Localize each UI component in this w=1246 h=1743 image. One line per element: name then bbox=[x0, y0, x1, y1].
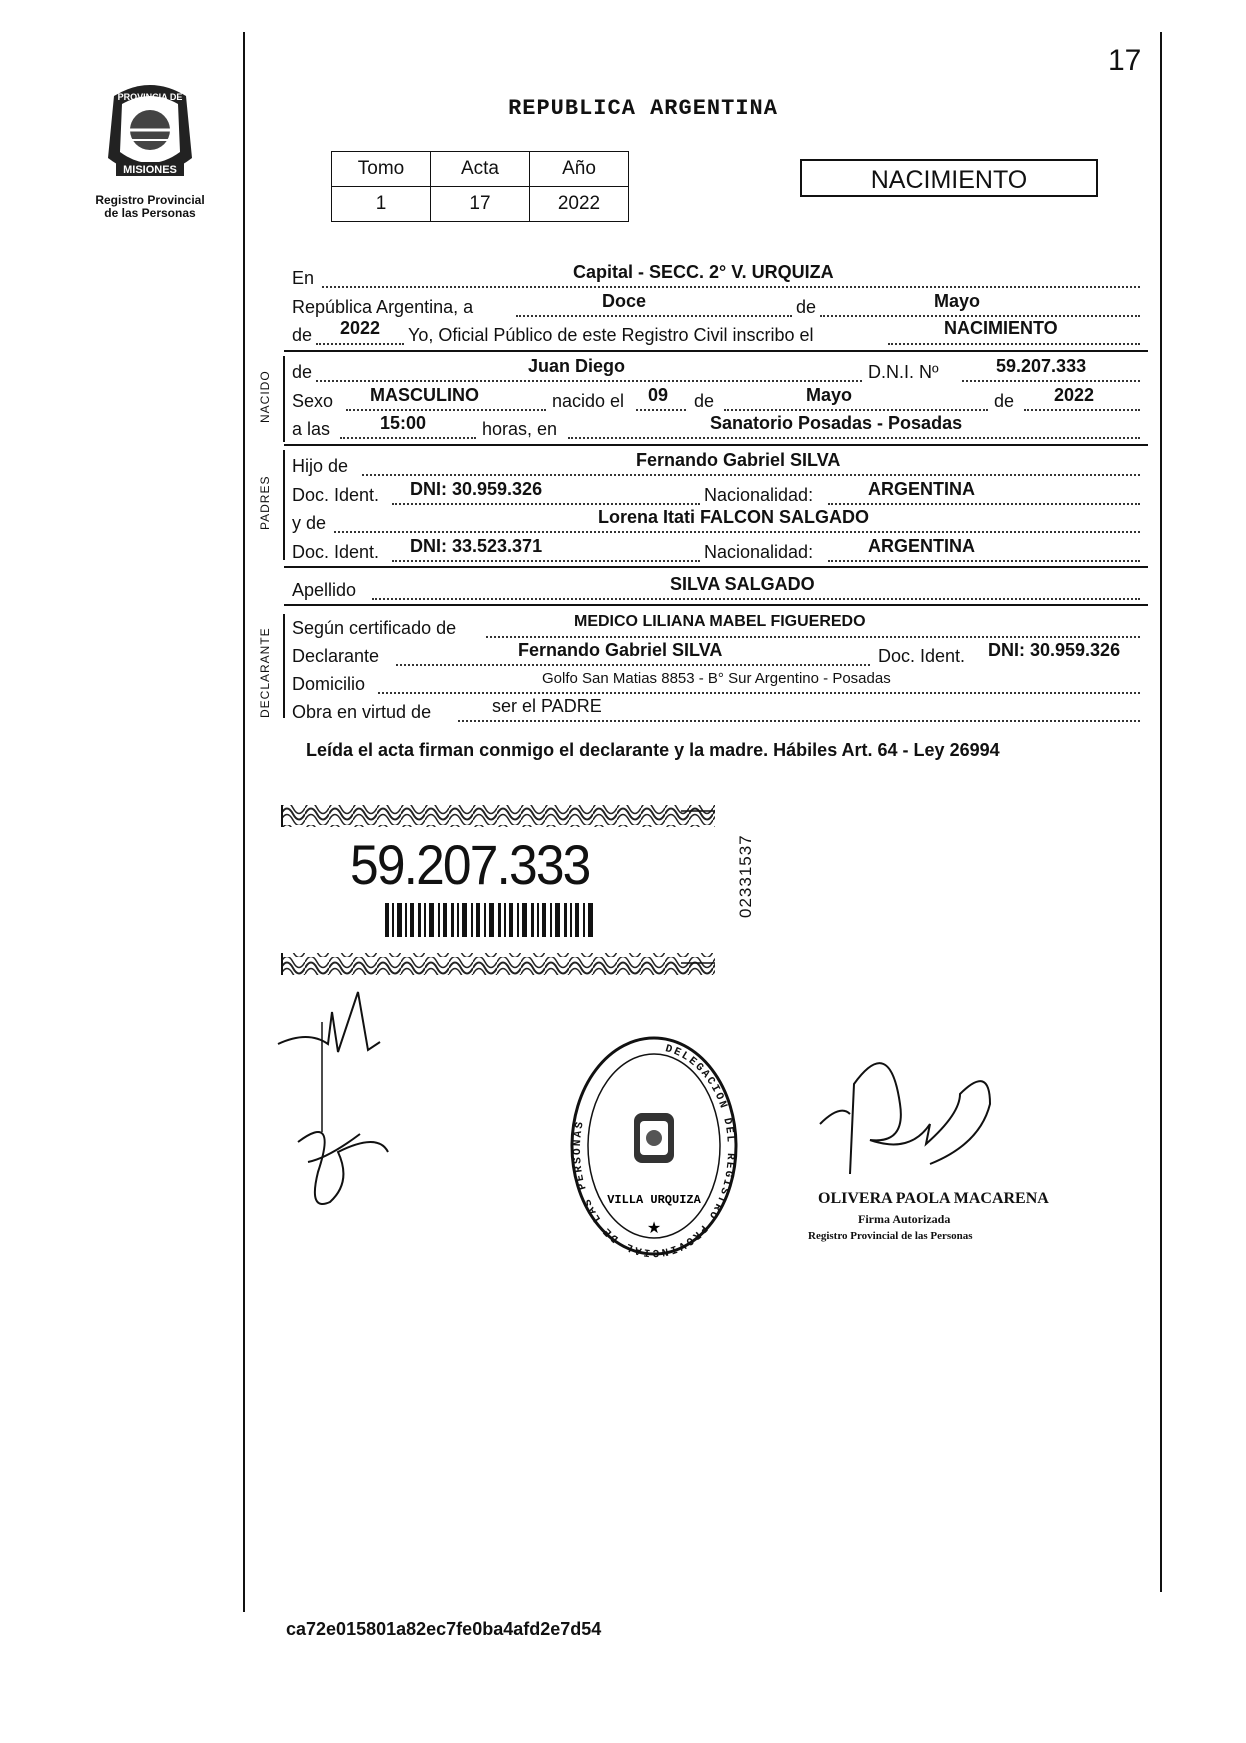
acta-header: Acta bbox=[431, 152, 530, 187]
nac-anio-dots bbox=[1024, 409, 1140, 411]
padre-nac-dots bbox=[828, 503, 1140, 505]
madre-doc-value: DNI: 33.523.371 bbox=[410, 536, 543, 556]
madre-value: Lorena Itati FALCON SALGADO bbox=[598, 507, 870, 527]
right-margin-line bbox=[1160, 32, 1162, 1592]
svg-text:PROVINCIA DE: PROVINCIA DE bbox=[117, 92, 183, 102]
madre-nac-value: ARGENTINA bbox=[868, 536, 975, 556]
official-signature bbox=[810, 1044, 1030, 1194]
separator-3 bbox=[284, 566, 1148, 568]
nac-dia-value: 09 bbox=[648, 385, 669, 405]
hora-value: 15:00 bbox=[380, 413, 427, 433]
logo-line2: de las Personas bbox=[104, 206, 196, 220]
nac-mes-dots bbox=[724, 409, 988, 411]
nacionalidad2-label: Nacionalidad: bbox=[704, 542, 814, 562]
acta-value: 17 bbox=[431, 187, 530, 222]
certificado-value: MEDICO LILIANA MABEL FIGUEREDO bbox=[574, 613, 866, 630]
domicilio-label: Domicilio bbox=[292, 674, 366, 694]
obra-dots bbox=[458, 720, 1140, 722]
dia-value: Doce bbox=[602, 291, 647, 311]
nacido-de-label: de bbox=[292, 362, 313, 382]
republica-label: República Argentina, a bbox=[292, 297, 474, 317]
sexo-value: MASCULINO bbox=[370, 385, 479, 405]
de-label: de bbox=[796, 297, 817, 317]
record-type-box: NACIMIENTO bbox=[800, 159, 1098, 197]
declarante-value: Fernando Gabriel SILVA bbox=[518, 640, 723, 660]
hora-dots bbox=[340, 437, 476, 439]
horas-en-label: horas, en bbox=[482, 419, 558, 439]
domicilio-dots bbox=[378, 692, 1140, 694]
dni-label: D.N.I. Nº bbox=[868, 362, 939, 382]
document-title: REPUBLICA ARGENTINA bbox=[508, 96, 778, 121]
apellido-value: SILVA SALGADO bbox=[670, 574, 815, 594]
nac-mes-value: Mayo bbox=[806, 385, 853, 405]
certificado-label: Según certificado de bbox=[292, 618, 457, 638]
nacido-bracket bbox=[283, 356, 285, 442]
separator-1 bbox=[284, 350, 1148, 352]
record-table bbox=[331, 151, 629, 222]
dni-sticker-number: 59.207.333 bbox=[350, 833, 590, 896]
certificado-dots bbox=[486, 636, 1140, 638]
separator-4 bbox=[284, 604, 1148, 606]
provincia-misiones-seal-icon bbox=[94, 78, 206, 190]
obra-label: Obra en virtud de bbox=[292, 702, 432, 722]
stamp-ring-text: DELEGACION DEL REGISTRO PROVINCIAL DE LAS PERSONAS bbox=[571, 1043, 736, 1259]
nac-de2-label: de bbox=[994, 391, 1015, 411]
nac-dia-dots bbox=[636, 409, 686, 411]
dni-dots bbox=[962, 380, 1140, 382]
nac-anio-value: 2022 bbox=[1054, 385, 1095, 405]
en-label: En bbox=[292, 268, 315, 288]
svg-text:MISIONES: MISIONES bbox=[123, 164, 177, 176]
yo-text: Yo, Oficial Público de este Registro Civil inscribo el bbox=[408, 325, 814, 345]
padre-doc-value: DNI: 30.959.326 bbox=[410, 479, 543, 499]
en-dots bbox=[322, 286, 1140, 288]
mes-dots bbox=[820, 315, 1140, 317]
nombre-dots bbox=[316, 380, 862, 382]
nacionalidad-label: Nacionalidad: bbox=[704, 485, 814, 505]
padre-nac-value: ARGENTINA bbox=[868, 479, 975, 499]
nacido-side-label: NACIDO bbox=[258, 370, 272, 423]
official-role: Firma Autorizada bbox=[858, 1212, 951, 1226]
logo-line1: Registro Provincial bbox=[95, 193, 205, 207]
dni-value: 59.207.333 bbox=[996, 356, 1087, 376]
document-hash: ca72e015801a82ec7fe0ba4afd2e7d54 bbox=[286, 1619, 602, 1639]
nacido-el-label: nacido el bbox=[552, 391, 625, 411]
apellido-label: Apellido bbox=[292, 580, 357, 600]
obra-value: ser el PADRE bbox=[492, 696, 602, 716]
dni-sticker-code: 02331537 bbox=[736, 834, 755, 918]
anio-header: Año bbox=[530, 152, 629, 187]
nombre-value: Juan Diego bbox=[528, 356, 626, 376]
inscribo-dots bbox=[888, 343, 1140, 345]
declarant-signature bbox=[268, 982, 418, 1242]
nac-de-label: de bbox=[694, 391, 715, 411]
madre-doc-dots bbox=[392, 560, 700, 562]
decl-doc-value: DNI: 30.959.326 bbox=[988, 640, 1121, 660]
padre-doc-dots bbox=[392, 503, 700, 505]
inscribo-value: NACIMIENTO bbox=[944, 318, 1058, 338]
declarante-dots bbox=[396, 664, 870, 666]
decl-doc-label: Doc. Ident. bbox=[878, 646, 966, 666]
official-office: Registro Provincial de las Personas bbox=[808, 1230, 973, 1242]
separator-2 bbox=[284, 444, 1148, 446]
stamp-center-text: VILLA URQUIZA bbox=[607, 1193, 701, 1207]
padres-bracket bbox=[283, 450, 285, 560]
sexo-dots bbox=[346, 409, 546, 411]
madre-dots bbox=[334, 531, 1140, 533]
mes-value: Mayo bbox=[934, 291, 981, 311]
registry-stamp bbox=[568, 1033, 740, 1259]
doc-ident2-label: Doc. Ident. bbox=[292, 542, 380, 562]
madre-nac-dots bbox=[828, 560, 1140, 562]
anio-value: 2022 bbox=[530, 187, 629, 222]
official-name: OLIVERA PAOLA MACARENA bbox=[818, 1190, 1049, 1207]
apellido-dots bbox=[372, 598, 1140, 600]
tomo-value: 1 bbox=[332, 187, 431, 222]
page-number: 17 bbox=[1108, 44, 1142, 77]
de2-label: de bbox=[292, 325, 313, 345]
anio-dots bbox=[316, 343, 404, 345]
anio-value: 2022 bbox=[340, 318, 381, 338]
declarante-bracket bbox=[283, 614, 285, 718]
padres-side-label: PADRES bbox=[258, 475, 272, 530]
sexo-label: Sexo bbox=[292, 391, 334, 411]
star-icon: ★ bbox=[646, 1220, 662, 1237]
y-de-label: y de bbox=[292, 513, 327, 533]
declarante-side-label: DECLARANTE bbox=[258, 627, 272, 718]
en-value: Capital - SECC. 2° V. URQUIZA bbox=[573, 262, 834, 282]
hijo-de-label: Hijo de bbox=[292, 456, 349, 476]
a-las-label: a las bbox=[292, 419, 331, 439]
domicilio-value: Golfo San Matias 8853 - B° Sur Argentino - Posadas bbox=[542, 670, 891, 687]
lugar-dots bbox=[568, 437, 1140, 439]
doc-ident-label: Doc. Ident. bbox=[292, 485, 380, 505]
declarante-label: Declarante bbox=[292, 646, 380, 666]
padre-value: Fernando Gabriel SILVA bbox=[636, 450, 841, 470]
closing-note: Leída el acta firman conmigo el declarante y la madre. Hábiles Art. 64 - Ley 26994 bbox=[306, 740, 1000, 760]
lugar-value: Sanatorio Posadas - Posadas bbox=[710, 413, 963, 433]
left-margin-line bbox=[243, 32, 245, 1612]
dia-dots bbox=[516, 315, 792, 317]
padre-dots bbox=[362, 474, 1140, 476]
tomo-header: Tomo bbox=[332, 152, 431, 187]
